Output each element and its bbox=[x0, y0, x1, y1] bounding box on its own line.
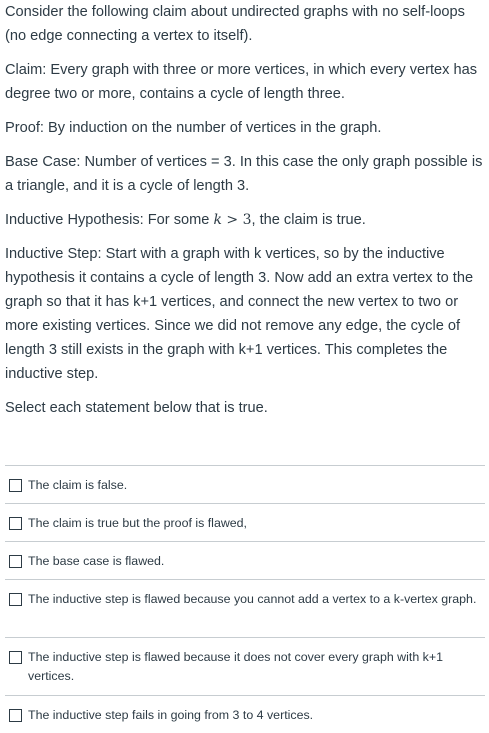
question-base-case: Base Case: Number of vertices = 3. In this case the only graph possible is a triangle, and it is a cycle of length 3. bbox=[5, 154, 483, 194]
question-claim: Claim: Every graph with three or more vertices, in which every vertex has degree two or more, contains a cycle of length three. bbox=[5, 62, 478, 102]
answer-label: The inductive step is flawed because you cannot add a vertex to a k-vertex graph. bbox=[28, 592, 477, 606]
answer-option-1[interactable] bbox=[5, 465, 485, 503]
answer-list bbox=[5, 465, 485, 733]
answer-label: The claim is false. bbox=[28, 478, 128, 492]
answer-label: The inductive step fails in going from 3 to 4 vertices. bbox=[28, 708, 314, 722]
checkbox[interactable] bbox=[9, 555, 22, 568]
question-text bbox=[5, 0, 485, 430]
answer-option-5[interactable] bbox=[5, 637, 485, 695]
checkbox[interactable] bbox=[9, 479, 22, 492]
hypothesis-operator: > 3 bbox=[221, 212, 252, 228]
hypothesis-prefix: Inductive Hypothesis: For some bbox=[5, 212, 214, 228]
answer-option-2[interactable] bbox=[5, 503, 485, 541]
hypothesis-variable: k bbox=[213, 212, 222, 228]
checkbox[interactable] bbox=[9, 709, 22, 722]
checkbox[interactable] bbox=[9, 651, 22, 664]
answer-label: The base case is flawed. bbox=[28, 554, 165, 568]
checkbox[interactable] bbox=[9, 517, 22, 530]
answer-label: The inductive step is flawed because it does not cover every graph with k+1 vertices. bbox=[28, 650, 443, 683]
hypothesis-suffix: , the claim is true. bbox=[251, 212, 366, 228]
question-inductive-hypothesis bbox=[5, 208, 485, 232]
answer-option-6[interactable] bbox=[5, 695, 485, 733]
checkbox[interactable] bbox=[9, 593, 22, 606]
question-proof: Proof: By induction on the number of vertices in the graph. bbox=[5, 120, 382, 136]
question-intro: Consider the following claim about undirected graphs with no self-loops (no edge connecting a vertex to itself). bbox=[5, 4, 465, 44]
question-inductive-step: Inductive Step: Start with a graph with k vertices, so by the inductive hypothesis it contains a cycle of length 3. Now add an extra vertex to the graph so that it has k+1 vertices, and connect the new vertex to two or more existing vertices. Since we did not remove any edge, the cycle of length 3 still exists in the graph with k+1 vertices. This completes the inductive step. bbox=[5, 246, 474, 382]
answer-label: The claim is true but the proof is flawed, bbox=[28, 516, 248, 530]
answer-option-4[interactable] bbox=[5, 579, 485, 637]
answer-option-3[interactable] bbox=[5, 541, 485, 579]
question-instruction: Select each statement below that is true. bbox=[5, 400, 268, 416]
